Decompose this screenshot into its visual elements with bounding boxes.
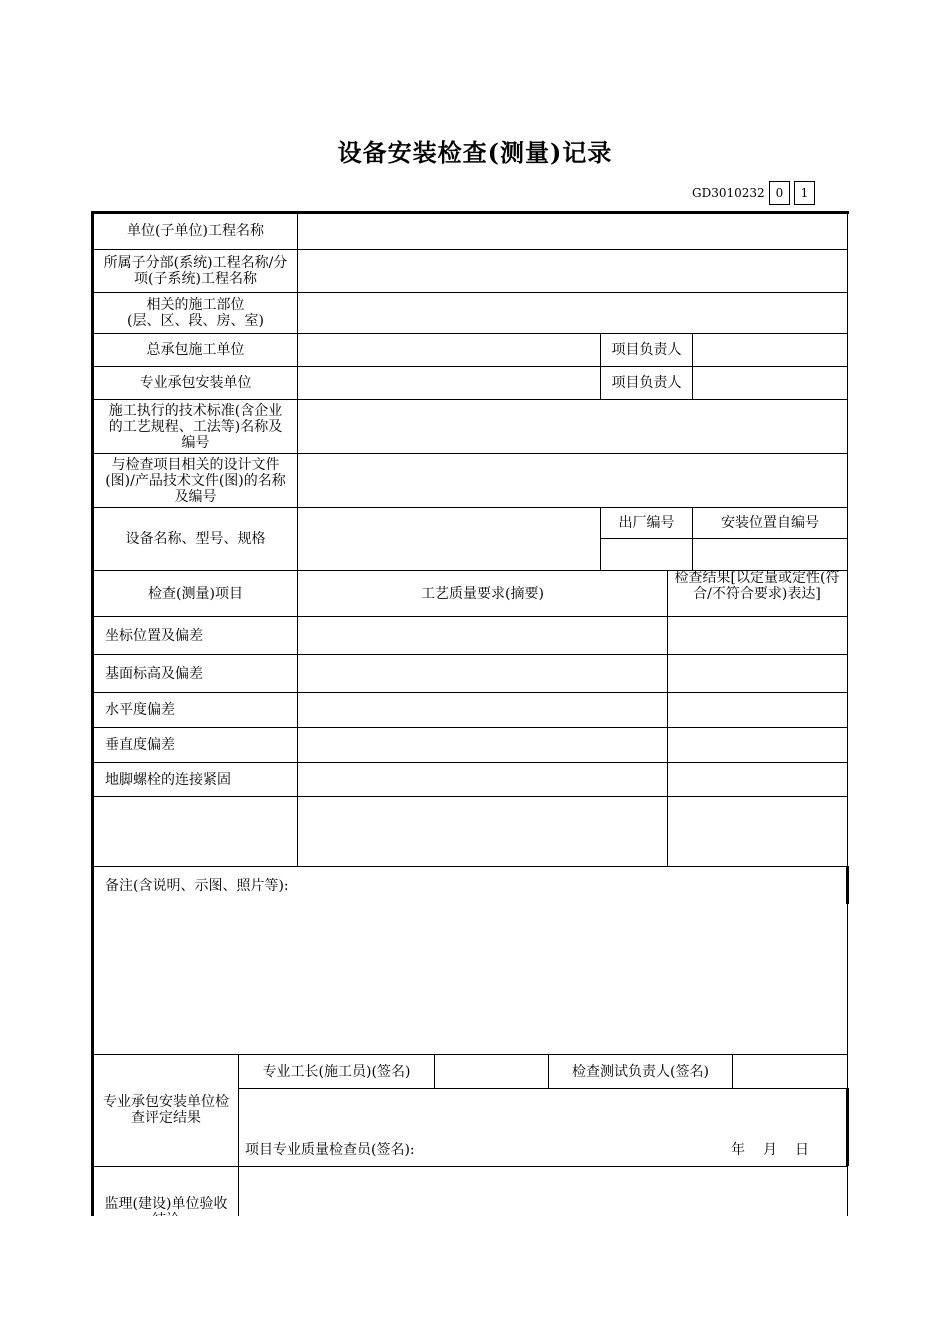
factory-no-field[interactable] — [601, 539, 692, 570]
specialty-contractor-field[interactable] — [298, 367, 600, 399]
form-code: GD3010232 — [692, 186, 765, 200]
year-label: 年 — [731, 1142, 745, 1158]
factory-no-label: 出厂编号 — [618, 515, 675, 531]
check-item-5: 地脚螺栓的连接紧固 — [105, 771, 231, 788]
sub-project-label: 所属子分部(系统)工程名称/分项(子系统)工程名称 — [103, 255, 288, 287]
contractor-eval-label: 专业承包安装单位检查评定结果 — [103, 1094, 229, 1126]
inspector-label: 项目专业质量检查员(签名): — [245, 1142, 415, 1158]
standards-field[interactable] — [298, 400, 847, 453]
equipment-label: 设备名称、型号、规格 — [125, 531, 266, 547]
location-field[interactable] — [298, 293, 847, 333]
location-label: 相关的施工部位 (层、区、段、房、室) — [127, 297, 264, 329]
equipment-field[interactable] — [298, 508, 600, 570]
foreman-signature-field[interactable] — [435, 1055, 548, 1088]
foreman-label: 专业工长(施工员)(签名) — [262, 1063, 411, 1080]
project-manager-2-label: 项目负责人 — [611, 375, 682, 391]
day-label: 日 — [795, 1142, 809, 1158]
check-item-header: 检查(测量)项目 — [148, 585, 243, 602]
check-item-2: 基面标高及偏差 — [105, 665, 203, 682]
result-header: 检查结果[以定量或定性(符合/不符合要求)表达] — [674, 570, 840, 602]
check-item-1: 坐标位置及偏差 — [105, 627, 203, 644]
general-contractor-field[interactable] — [298, 334, 600, 366]
project-manager-1-field[interactable] — [693, 334, 847, 366]
project-name-label: 单位(子单位)工程名称 — [127, 222, 264, 239]
design-docs-label: 与检查项目相关的设计文件(图)/产品技术文件(图)的名称及编号 — [105, 456, 286, 505]
general-contractor-label: 总承包施工单位 — [146, 342, 245, 358]
requirement-header: 工艺质量要求(摘要) — [421, 585, 544, 602]
project-manager-1-label: 项目负责人 — [611, 342, 682, 358]
project-manager-2-field[interactable] — [693, 367, 847, 399]
form-title: 设备安装检查(测量)记录 — [337, 138, 613, 167]
form-code-box-2: 1 — [794, 181, 815, 205]
supervisor-field[interactable] — [239, 1167, 847, 1216]
supervisor-label: 监理(建设)单位验收 — [104, 1196, 228, 1212]
tester-label: 检查测试负责人(签名) — [572, 1063, 709, 1080]
sub-project-field[interactable] — [298, 250, 847, 292]
install-no-label: 安装位置自编号 — [721, 515, 819, 531]
specialty-contractor-label: 专业承包安装单位 — [139, 375, 252, 391]
remarks-area[interactable] — [95, 900, 845, 1050]
page-cutoff — [0, 1216, 950, 1344]
check-item-3: 水平度偏差 — [105, 702, 175, 718]
install-no-field[interactable] — [693, 539, 847, 570]
form-code-box-1: 0 — [769, 181, 790, 205]
remarks-label: 备注(含说明、示图、照片等): — [105, 878, 289, 894]
tester-signature-field[interactable] — [733, 1055, 847, 1088]
table-right-border — [847, 211, 848, 1221]
standards-label: 施工执行的技术标准(含企业的工艺规程、工法等)名称及编号 — [108, 402, 283, 451]
design-docs-field[interactable] — [298, 454, 847, 507]
month-label: 月 — [763, 1142, 777, 1158]
check-item-4: 垂直度偏差 — [105, 737, 175, 753]
project-name-field[interactable] — [298, 212, 847, 249]
